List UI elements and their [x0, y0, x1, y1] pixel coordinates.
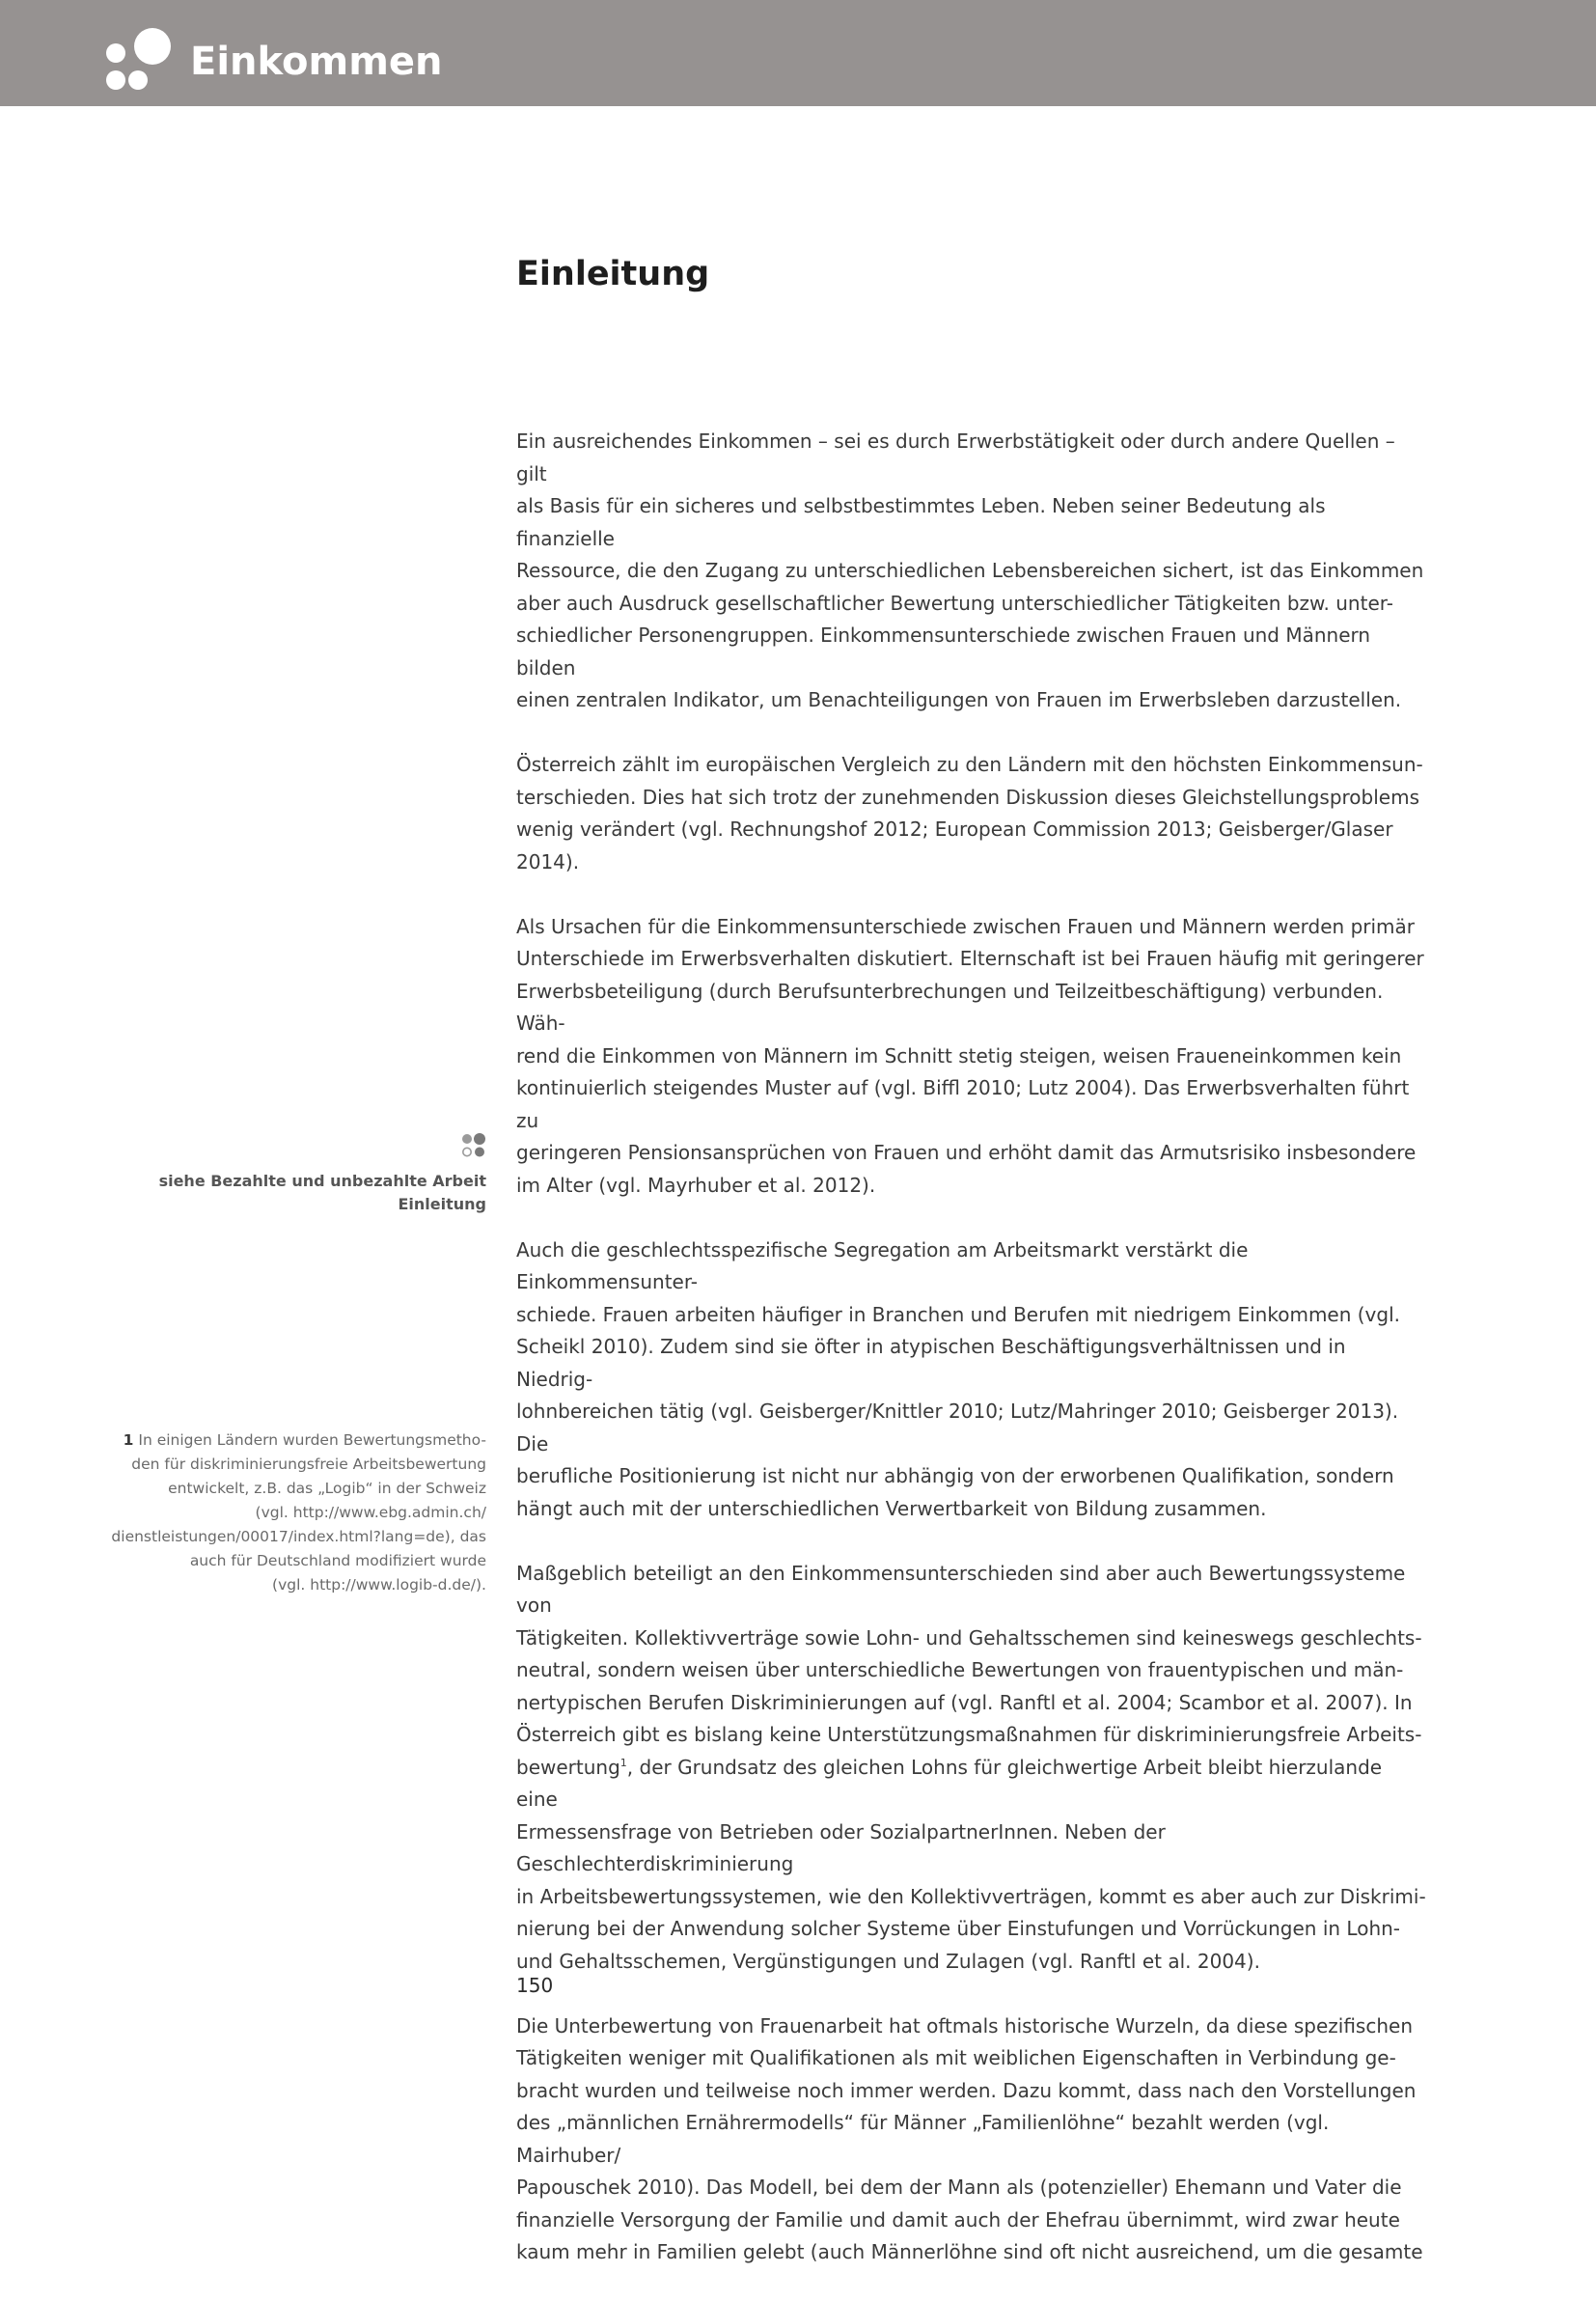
text-line: im Alter (vgl. Mayrhuber et al. 2012). [516, 1173, 876, 1197]
text-line: bracht wurden und teilweise noch immer werden. Dazu kommt, dass nach den Vorstellungen [516, 2078, 1417, 2102]
footnote-line: auch für Deutschland modifiziert wurde [189, 1552, 486, 1569]
header-bar [0, 0, 1596, 106]
text-line: Scheikl 2010). Zudem sind sie öfter in atypischen Beschäftigungsverhältnissen und in Niedrig- [516, 1335, 1346, 1391]
main-text [516, 426, 1428, 2301]
text-line: nierung bei der Anwendung solcher Systeme über Einstufungen und Vorrückungen in Lohn- [516, 1917, 1401, 1940]
paragraph [516, 2010, 1428, 2269]
text-line: des „männlichen Ernährermodells“ für Männer „Familienlöhne“ bezahlt werden (vgl. Mairhuber/ [516, 2111, 1330, 2167]
text-line: aber auch Ausdruck gesellschaftlicher Bewertung unterschiedlicher Tätigkeiten bzw. unter- [516, 591, 1393, 615]
crossref-line: Einleitung [398, 1195, 486, 1213]
footnote-line: den für diskriminierungsfreie Arbeitsbewertung [131, 1455, 486, 1473]
text-line: Tätigkeiten weniger mit Qualifikationen als mit weiblichen Eigenschaften in Verbindung ge- [516, 2046, 1396, 2069]
footnote-line: entwickelt, z.B. das „Logib“ in der Schweiz [168, 1480, 486, 1497]
paragraph [516, 749, 1428, 878]
text-line: rend die Einkommen von Männern im Schnitt stetig steigen, weisen Fraueneinkommen kein [516, 1043, 1402, 1067]
text-line: Unterschiede im Erwerbsverhalten diskutiert. Elternschaft ist bei Frauen häufig mit geringerer [516, 947, 1424, 970]
text-line: berufliche Positionierung ist nicht nur abhängig von der erworbenen Qualifikation, sondern [516, 1464, 1394, 1487]
footnote [93, 1428, 486, 1597]
footnote-line[interactable]: dienstleistungen/00017/index.html?lang=de), das [111, 1528, 486, 1545]
text-line: Ressource, die den Zugang zu unterschiedlichen Lebensbereichen sichert, ist das Einkommen [516, 559, 1424, 582]
text-line: als Basis für ein sicheres und selbstbestimmtes Leben. Neben seiner Bedeutung als finanzielle [516, 494, 1326, 550]
text-line: Ein ausreichendes Einkommen – sei es durch Erwerbstätigkeit oder durch andere Quellen – gilt [516, 430, 1395, 485]
text-line: Österreich zählt im europäischen Vergleich zu den Ländern mit den höchsten Einkommensun- [516, 753, 1423, 776]
text-line: terschieden. Dies hat sich trotz der zunehmenden Diskussion dieses Gleichstellungsproblems [516, 785, 1420, 809]
text-line: Papouschek 2010). Das Modell, bei dem der Mann als (potenzieller) Ehemann und Vater die [516, 2176, 1402, 2199]
four-dots-icon [461, 1133, 486, 1158]
text-line: geringeren Pensionsansprüchen von Frauen und erhöht damit das Armutsrisiko insbesondere [516, 1141, 1417, 1164]
text-line: finanzielle Versorgung der Familie und damit auch der Ehefrau übernimmt, wird zwar heute [516, 2207, 1400, 2232]
footnote-marker[interactable]: 1 [619, 1756, 627, 1769]
text-line: Auch die geschlechtsspezifische Segregation am Arbeitsmarkt verstärkt die Einkommensunter- [516, 1237, 1249, 1293]
text-line: in Arbeitsbewertungssystemen, wie den Kollektivverträgen, kommt es aber auch zur Diskrimi- [516, 1884, 1426, 1908]
text-line: einen zentralen Indikator, um Benachteiligungen von Frauen im Erwerbsleben darzustellen. [516, 688, 1402, 711]
text-line: Als Ursachen für die Einkommensunterschiede zwischen Frauen und Männern werden primär [516, 914, 1416, 938]
footnote-line-start: bewertung [516, 1755, 620, 1779]
footnote-line[interactable]: (vgl. http://www.ebg.admin.ch/ [255, 1504, 486, 1521]
paragraph [516, 426, 1428, 717]
footnote-line-end: , der Grundsatz des gleichen Lohns für gleichwertige Arbeit bleibt hierzulande eine [516, 1755, 1383, 1811]
text-line: kaum mehr in Familien gelebt (auch Männerlöhne sind oft nicht ausreichend, um die gesamte [516, 2240, 1423, 2263]
text-line: hängt auch mit der unterschiedlichen Verwertbarkeit von Bildung zusammen. [516, 1496, 1267, 1520]
crossref-line: siehe Bezahlte und unbezahlte Arbeit [158, 1172, 486, 1190]
paragraph [516, 1558, 1428, 1979]
paragraph [516, 1234, 1428, 1526]
page-title: Einleitung [516, 255, 710, 293]
paragraph [516, 911, 1428, 1203]
text-line: schiedlicher Personengruppen. Einkommensunterschiede zwischen Frauen und Männern bilden [516, 624, 1371, 679]
footnote-line[interactable]: (vgl. http://www.logib-d.de/). [272, 1576, 486, 1594]
text-line: Erwerbsbeteiligung (durch Berufsunterbrechungen und Teilzeitbeschäftigung) verbunden. Wäh- [516, 979, 1384, 1035]
text-line: Die Unterbewertung von Frauenarbeit hat oftmals historische Wurzeln, da diese spezifischen [516, 2013, 1413, 2038]
section-title: Einkommen [190, 40, 443, 84]
crossref-note[interactable] [116, 1133, 486, 1216]
crossref-text [116, 1170, 486, 1216]
text-line: wenig verändert (vgl. Rechnungshof 2012; European Commission 2013; Geisberger/Glaser 2014). [516, 818, 1393, 873]
text-line: Österreich gibt es bislang keine Unterstützungsmaßnahmen für diskriminierungsfreie Arbeits- [516, 1723, 1422, 1746]
text-line: lohnbereichen tätig (vgl. Geisberger/Knittler 2010; Lutz/Mahringer 2010; Geisberger 2013). Die [516, 1400, 1399, 1455]
text-line: Tätigkeiten. Kollektivverträge sowie Lohn- und Gehaltsschemen sind keineswegs geschlechts- [516, 1625, 1422, 1650]
page-number: 150 [516, 1974, 554, 1997]
text-line: neutral, sondern weisen über unterschiedliche Bewertungen von frauentypischen und män- [516, 1658, 1404, 1681]
text-line: nertypischen Berufen Diskriminierungen auf (vgl. Ranftl et al. 2004; Scambor et al. 2007). In [516, 1690, 1413, 1714]
text-line: und Gehaltsschemen, Vergünstigungen und Zulagen (vgl. Ranftl et al. 2004). [516, 1949, 1260, 1973]
footnote-line [93, 1428, 486, 1453]
footnote-number: 1 [123, 1431, 134, 1449]
text-line: Ermessensfrage von Betrieben oder SozialpartnerInnen. Neben der Geschlechterdiskriminierung [516, 1819, 1166, 1875]
footnote-first-line: In einigen Ländern wurden Bewertungsmetho- [138, 1431, 486, 1449]
text-line: kontinuierlich steigendes Muster auf (vgl. Biffl 2010; Lutz 2004). Das Erwerbsverhalten führt zu [516, 1076, 1410, 1132]
text-line [516, 1756, 1382, 1812]
text-line: schiede. Frauen arbeiten häufiger in Branchen und Berufen mit niedrigem Einkommen (vgl. [516, 1302, 1401, 1326]
four-dots-icon [104, 27, 174, 95]
text-line: Maßgeblich beteiligt an den Einkommensunterschieden sind aber auch Bewertungssysteme von [516, 1561, 1406, 1617]
